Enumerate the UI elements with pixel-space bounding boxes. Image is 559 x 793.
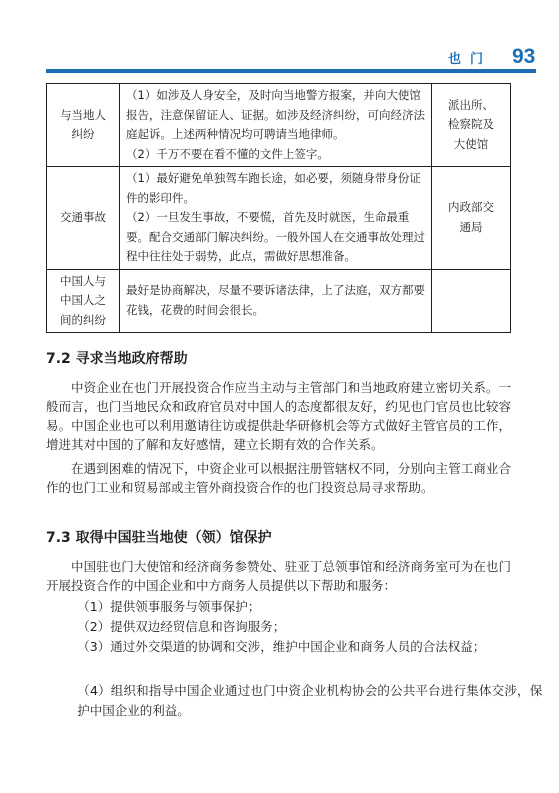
list-item: （1）提供领事服务与领事保护； [77, 599, 261, 614]
table-row [47, 269, 511, 333]
table-cell-agency: 内政部交 通局 [432, 167, 511, 270]
paragraph: 中国驻也门大使馆和经济商务参赞处、驻亚丁总领事馆和经济商务室可为在也门开展投资合作的中国企业和中方商务人员提供以下帮助和服务： [46, 559, 511, 593]
section-title-7-2: 7.2 寻求当地政府帮助 [46, 351, 188, 367]
page-number: 93 [512, 45, 536, 68]
table-cell-category: 与当地人 纠纷 [47, 84, 120, 167]
paragraph: 在遇到困难的情况下，中资企业可以根据注册管辖权不同，分别向主管工商业合作的也门工业和贸易部或主管外商投资合作的也门投资总局寻求帮助。 [46, 461, 511, 495]
list-item: （3）通过外交渠道的协调和交涉，维护中国企业和商务人员的合法权益； [77, 639, 486, 654]
list-item: （4）组织和指导中国企业通过也门中资企业机构协会的公共平台进行集体交涉，保护中国企业的利益。 [77, 683, 543, 718]
table-row [47, 84, 511, 167]
table-cell-content: 最好是协商解决，尽量不要诉诸法律，上了法庭，双方都要花钱，花费的时间会很长。 [120, 269, 432, 333]
table-cell-content: （1）如涉及人身安全，及时向当地警方报案，并向大使馆报告，注意保留证人、证据。如涉及经济纠纷，可向经济法庭起诉。上述两种情况均可聘请当地律师。 （2）千万不要在看不懂的文件上签字。 [120, 84, 432, 167]
chapter-header: 也门 [448, 52, 493, 67]
table-cell-category: 中国人与 中国人之 间的纠纷 [47, 269, 120, 333]
table-row [47, 167, 511, 270]
table-cell-agency: 派出所、 检察院及 大使馆 [432, 84, 511, 167]
paragraph: 中资企业在也门开展投资合作应当主动与主管部门和当地政府建立密切关系。一般而言，也门当地民众和政府官员对中国人的态度都很友好，约见也门官员也比较容易。中国企业也可以利用邀请往访或提供赴华研修机会等方式做好主管官员的工作，增进其对中国的了解和友好感情，建立长期有效的合作关系。 [46, 380, 511, 452]
section-title-7-3: 7.3 取得中国驻当地使（领）馆保护 [46, 530, 272, 546]
list-item: （2）提供双边经贸信息和咨询服务； [77, 619, 286, 634]
header-rule [46, 69, 536, 73]
table-cell-content: （1）最好避免单独驾车跑长途，如必要，须随身带身份证件的影印件。 （2）一旦发生事故，不要慌，首先及时就医，生命最重要。配合交通部门解决纠纷。一般外国人在交通事故处理过程中往往处于弱势，此点，需做好思想准备。 [120, 167, 432, 270]
table-cell-agency [432, 269, 511, 333]
dispute-table [46, 83, 511, 333]
table-cell-category: 交通事故 [47, 167, 120, 270]
